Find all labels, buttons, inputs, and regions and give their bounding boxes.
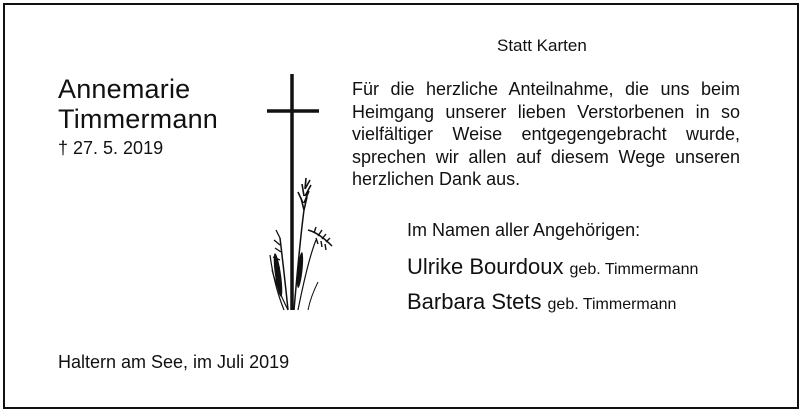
signatory (407, 289, 676, 315)
signatory-name: Barbara Stets (407, 289, 542, 314)
signatory-name: Ulrike Bourdoux (407, 254, 564, 279)
thank-you-text: Für die herzliche Anteilnahme, die uns beim Heimgang unserer lieben Verstorbenen in so vielfältiger Weise entgegengebracht wurde, sprechen wir allen auf diesem Wege unseren herzlichen Dank aus. (352, 79, 740, 189)
deceased-first-name: Annemarie (58, 74, 191, 104)
deceased-last-name: Timmermann (58, 104, 219, 134)
notice-heading: Statt Karten (497, 36, 587, 55)
signatory (407, 254, 698, 280)
place-and-date: Haltern am See, im Juli 2019 (58, 352, 290, 372)
on-behalf-line: Im Namen aller Angehörigen: (407, 220, 641, 240)
notice-border (3, 3, 799, 409)
death-date: † 27. 5. 2019 (58, 138, 164, 158)
signatory-maiden-name: geb. Timmermann (547, 296, 677, 313)
cross-with-wheat-icon (258, 70, 338, 320)
signatory-maiden-name: geb. Timmermann (569, 261, 699, 278)
